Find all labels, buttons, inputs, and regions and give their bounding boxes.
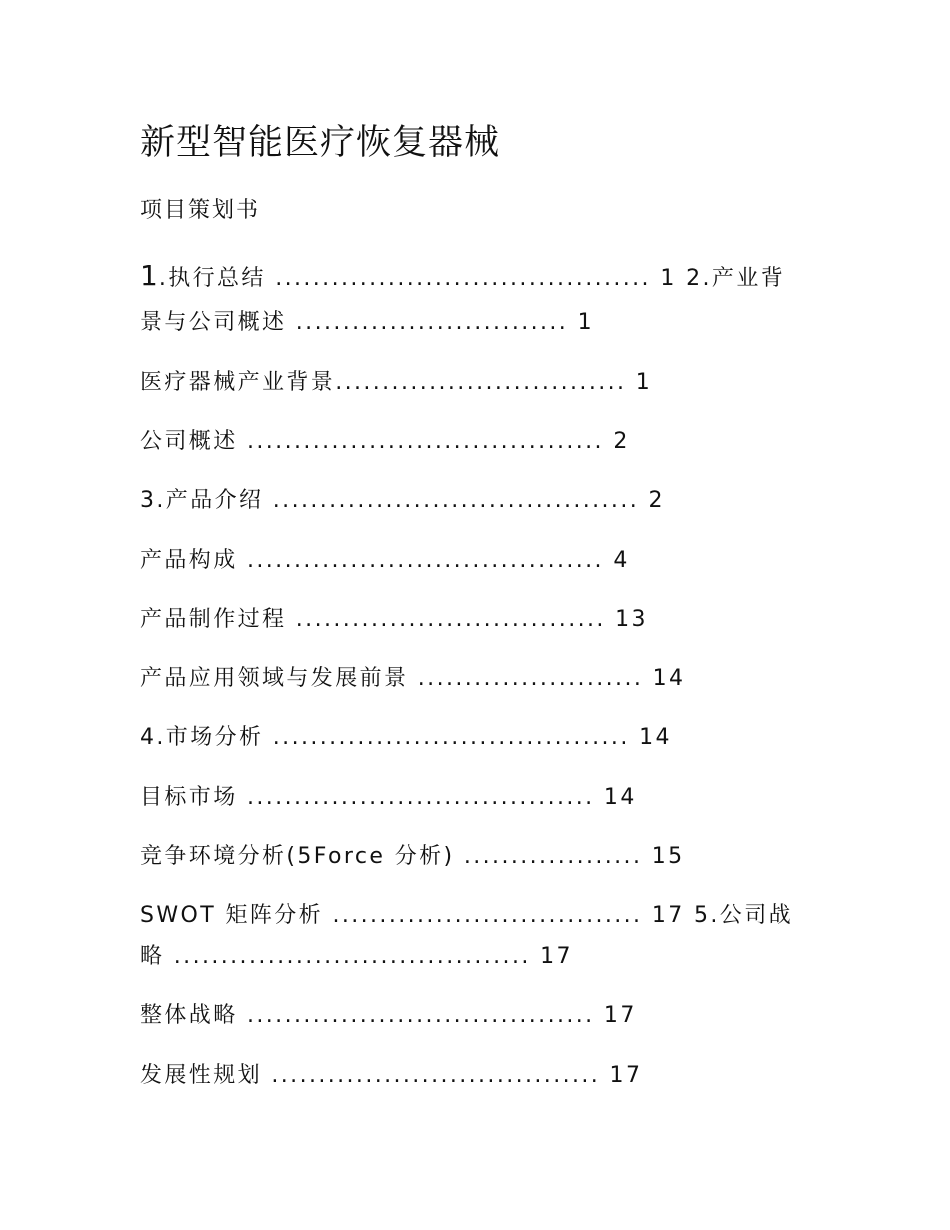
toc-entry-market-analysis: 4.市场分析 ...................................... 14 <box>140 725 672 750</box>
toc-entry-product-intro: 3.产品介绍 ....................................... 2 <box>140 488 665 513</box>
toc-entry-product-composition: 产品构成 ...................................... 4 <box>140 548 630 573</box>
toc-entry-overall-strategy: 整体战略 ..................................... 17 <box>140 1003 637 1028</box>
toc-entry-competitive-analysis: 竞争环境分析(5Force 分析) ................... 15 <box>140 844 685 869</box>
toc-entry-text: .执行总结 ........................................ 1 2.产业背 <box>158 266 786 291</box>
toc-entry-application-prospects: 产品应用领域与发展前景 ........................ 14 <box>140 666 686 691</box>
toc-entry-company-overview: 公司概述 ...................................... 2 <box>140 429 630 454</box>
toc-entry-number: 1 <box>140 259 159 292</box>
toc-entry-medical-device-industry: 医疗器械产业背景............................... 1 <box>140 370 653 395</box>
document-title: 新型智能医疗恢复器械 <box>140 123 501 163</box>
toc-entry-executive-summary <box>140 259 786 292</box>
toc-entry-company-strategy: 略 ...................................... 17 <box>140 944 573 969</box>
toc-entry-swot-analysis: SWOT 矩阵分析 ................................. 17 5.公司战 <box>140 903 794 928</box>
toc-entry-production-process: 产品制作过程 ................................. 13 <box>140 607 648 632</box>
toc-entry-industry-background: 景与公司概述 ............................. 1 <box>140 310 594 335</box>
toc-entry-target-market: 目标市场 ..................................... 14 <box>140 785 637 810</box>
document-subtitle: 项目策划书 <box>140 198 261 223</box>
toc-entry-development-plan: 发展性规划 ................................... 17 <box>140 1063 643 1088</box>
